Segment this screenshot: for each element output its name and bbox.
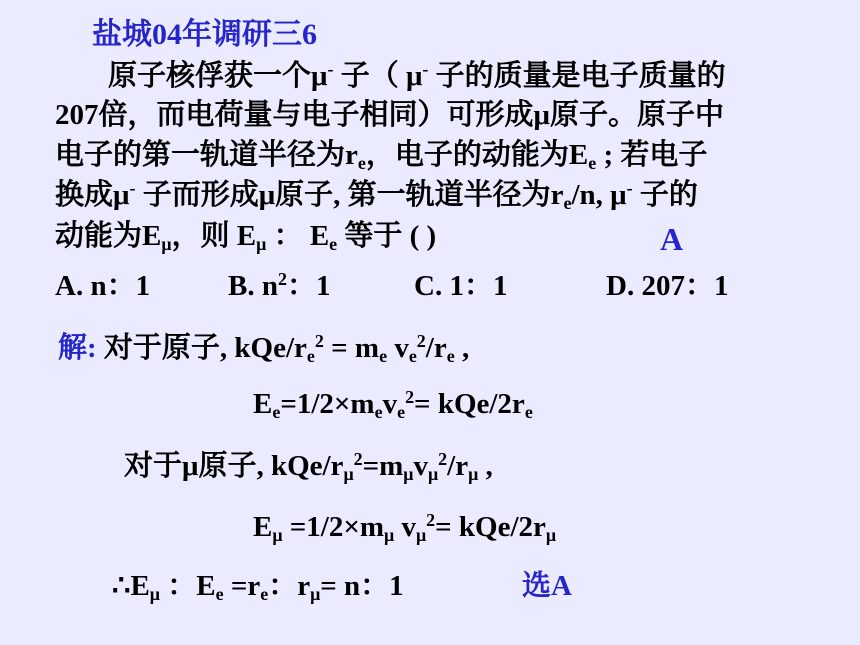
option-c: C. 1：1	[414, 270, 508, 302]
solution-line-3: 对于μ原子, kQe/$r_\mu^2=m_\mu v_\mu^2/r_\mu$ ,	[124, 449, 493, 485]
question-line-5: 动能为$E_\mu$，则 $E_\mu$ ： $E_e$ 等于 ( )	[55, 220, 437, 255]
solution-conclusion: $\therefore E_\mu$ ：$E_e =r_e$：$r_\mu= n$：1	[112, 570, 404, 605]
option-a: A. n：1	[55, 270, 151, 302]
option-d: D. 207：1	[606, 270, 729, 302]
solution-line-1: 解: 对于原子, kQe/$r_e^2 = m_e$ $v_e^2/r_e$ ,	[58, 331, 470, 367]
question-line-3: 电子的第一轨道半径为$r_e$，电子的动能为$E_e$ ; 若电子	[55, 139, 708, 174]
slide-title: 盐城04年调研三6	[92, 18, 317, 51]
solution-line-2: $E_e=1/2\times m_ev_e^2= kQe/2r_e$	[253, 387, 533, 423]
solution-label: 解:	[58, 332, 97, 364]
answer-mark: A	[660, 221, 684, 257]
solution-choice: 选A	[522, 570, 572, 602]
question-line-4: 换成μ- 子而形成μ原子, 第一轨道半径为$r_e/n$, μ- 子的	[55, 178, 698, 214]
question-line-1: 原子核俘获一个μ- 子（ μ- 子的质量是电子质量的	[108, 59, 726, 92]
question-line-2: 207倍，而电荷量与电子相同）可形成μ原子。原子中	[55, 99, 724, 131]
option-b: B. $n^2$：1	[228, 269, 331, 302]
solution-line-4: $E_\mu =1/2\times m_\mu$ $v_\mu^2= kQe/2r_\mu$	[253, 510, 557, 546]
